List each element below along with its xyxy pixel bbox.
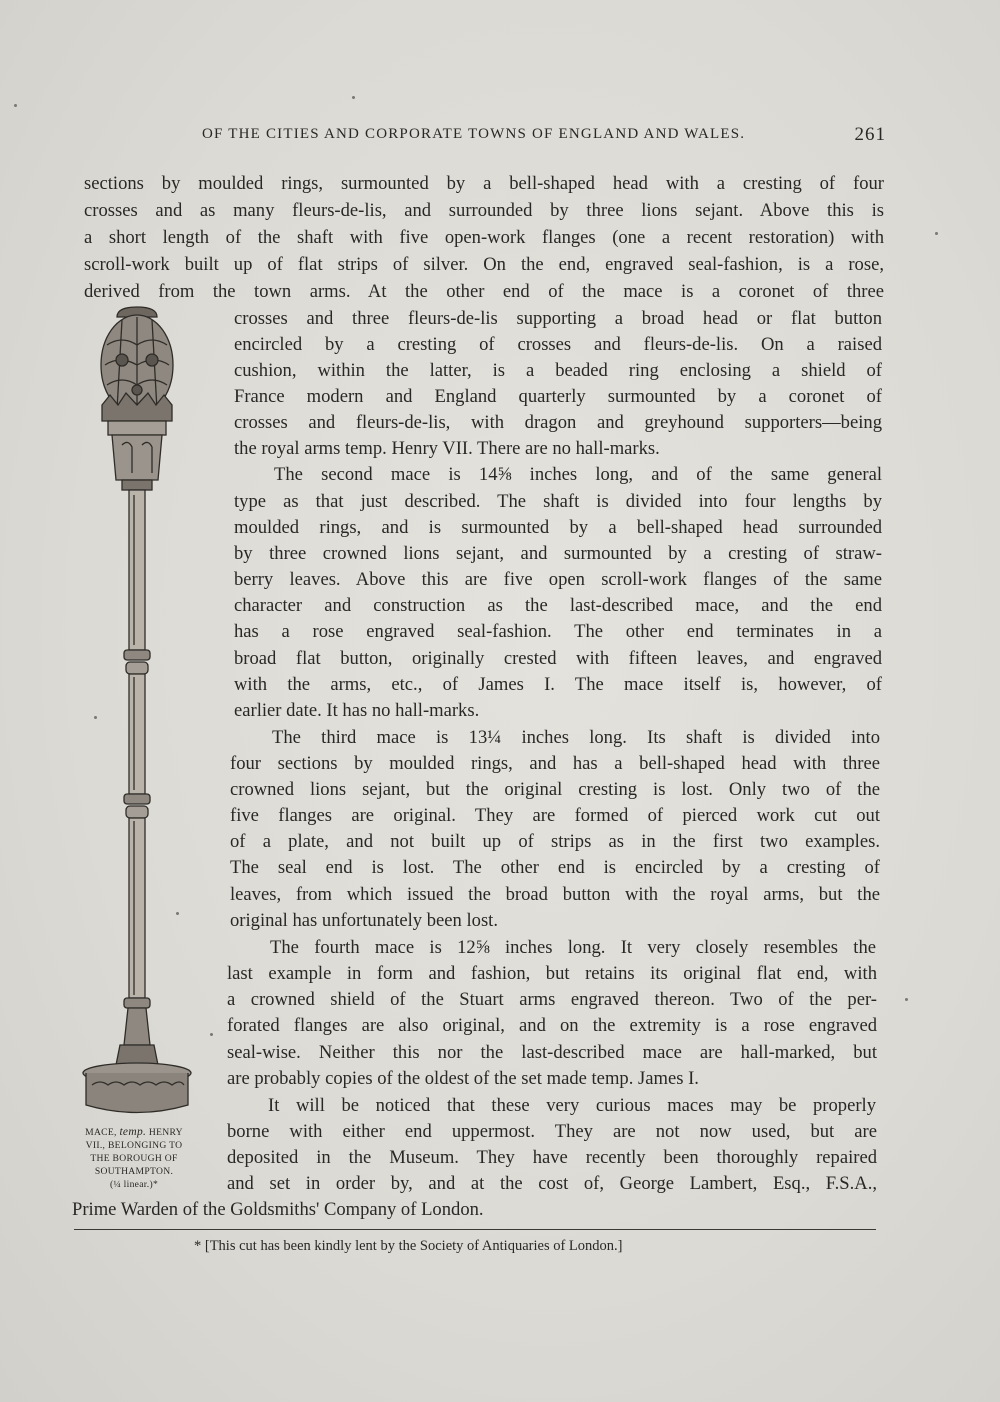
text-line: moulded rings, and is surmounted by a bell-shaped head surrounded [234, 517, 882, 538]
caption-temp: temp. [119, 1126, 147, 1138]
text-line: are probably copies of the oldest of the set made temp. James I. [227, 1068, 699, 1089]
running-title: OF THE CITIES AND CORPORATE TOWNS OF ENGLAND AND WALES. [202, 126, 746, 142]
footnote-rule [74, 1229, 876, 1230]
caption-text: (¼ linear.)* [109, 1179, 159, 1190]
text-line: four sections by moulded rings, and has a bell-shaped head with three [230, 753, 880, 774]
text-line: leaves, from which issued the broad button with the royal arms, but the [230, 884, 880, 905]
text-line: has a rose engraved seal-fashion. The other end terminates in a [234, 621, 882, 642]
paper-speck [905, 998, 908, 1001]
text-line: crosses and three fleurs-de-lis supporting a broad head or flat button [234, 308, 882, 329]
text-line: borne with either end uppermost. They are not now used, but are [227, 1121, 877, 1142]
text-line: Prime Warden of the Goldsmiths' Company of London. [72, 1199, 484, 1220]
text-line: with the arms, etc., of James I. The mace itself is, however, of [234, 674, 882, 695]
text-line: five flanges are original. They are formed of pierced work cut out [230, 805, 880, 826]
text-line: the royal arms temp. Henry VII. There are no hall-marks. [234, 438, 660, 459]
text-line: It will be noticed that these very curious maces may be properly [268, 1095, 876, 1116]
text-line: The third mace is 13¼ inches long. Its shaft is divided into [272, 727, 880, 748]
text-line: a crowned shield of the Stuart arms engraved thereon. Two of the per- [227, 989, 877, 1010]
text-line: The second mace is 14⅝ inches long, and of the same general [274, 464, 882, 485]
text-line: France modern and England quarterly surmounted by a coronet of [234, 386, 882, 407]
text-line: original has unfortunately been lost. [230, 910, 498, 931]
text-line: type as that just described. The shaft is divided into four lengths by [234, 491, 882, 512]
text-line: sections by moulded rings, surmounted by a bell-shaped head with a cresting of four [84, 173, 884, 194]
text-line: broad flat button, originally crested with fifteen leaves, and engraved [234, 648, 882, 669]
caption-text: THE BOROUGH OF [90, 1153, 178, 1164]
text-line: cushion, within the latter, is a beaded ring enclosing a shield of [234, 360, 882, 381]
text-line: character and construction as the last-described mace, and the end [234, 595, 882, 616]
paper-speck [210, 1033, 213, 1036]
text-line: earlier date. It has no hall-marks. [234, 700, 480, 721]
figure-caption [70, 1126, 198, 1191]
text-line: crosses and as many fleurs-de-lis, and surrounded by three lions sejant. Above this is [84, 200, 884, 221]
caption-text: SOUTHAMPTON. [94, 1166, 174, 1177]
text-line: deposited in the Museum. They have recently been thoroughly repaired [227, 1147, 877, 1168]
text-line: and set in order by, and at the cost of, George Lambert, Esq., F.S.A., [227, 1173, 877, 1194]
paper-speck [14, 104, 17, 107]
text-line: scroll-work built up of flat strips of silver. On the end, engraved seal-fashion, is a rose, [84, 254, 884, 275]
text-line: crosses and fleurs-de-lis, with dragon and greyhound supporters—being [234, 412, 882, 433]
caption-text: MACE, [85, 1127, 117, 1138]
text-line: encircled by a cresting of crosses and fleurs-de-lis. On a raised [234, 334, 882, 355]
text-line: forated flanges are also original, and on the extremity is a rose engraved [227, 1015, 877, 1036]
text-line: seal-wise. Neither this nor the last-described mace are hall-marked, but [227, 1042, 877, 1063]
text-line: berry leaves. Above this are five open scroll-work flanges of the same [234, 569, 882, 590]
paper-speck [176, 912, 179, 915]
text-line: a short length of the shaft with five open-work flanges (one a recent restoration) with [84, 227, 884, 248]
text-line: last example in form and fashion, but retains its original flat end, with [227, 963, 877, 984]
text-line: The fourth mace is 12⅝ inches long. It very closely resembles the [270, 937, 876, 958]
text-line: crowned lions sejant, but the original cresting is lost. Only two of the [230, 779, 880, 800]
mace-illustration [72, 305, 202, 1125]
paper-speck [94, 716, 97, 719]
caption-text: HENRY [148, 1127, 183, 1138]
footnote: * [This cut has been kindly lent by the Society of Antiquaries of London.] [194, 1238, 623, 1254]
caption-text: VII., BELONGING TO [85, 1140, 183, 1151]
text-line: derived from the town arms. At the other end of the mace is a coronet of three [84, 281, 884, 302]
text-line: by three crowned lions sejant, and surmounted by a cresting of straw- [234, 543, 882, 564]
text-line: The seal end is lost. The other end is encircled by a cresting of [230, 857, 880, 878]
text-line: of a plate, and not built up of strips as in the first two examples. [230, 831, 880, 852]
page-number: 261 [854, 124, 886, 145]
paper-speck [935, 232, 938, 235]
paper-speck [352, 96, 355, 99]
